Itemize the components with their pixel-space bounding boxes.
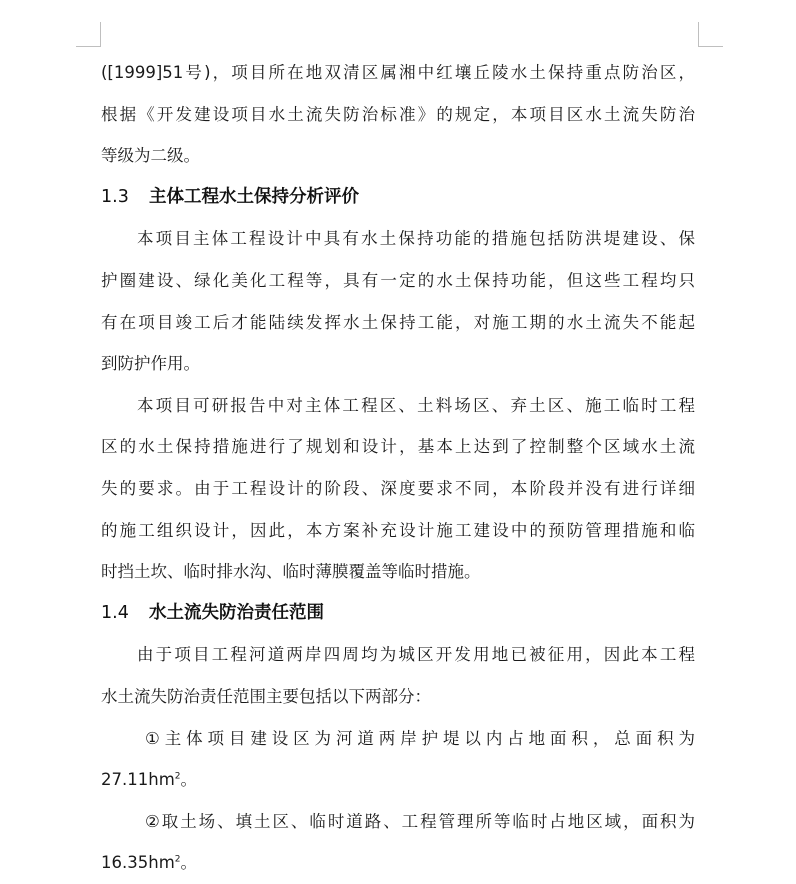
section-number: 1.4 [101, 602, 129, 623]
area-value: 27.11hm [101, 770, 175, 790]
section-heading-1-3 [101, 177, 695, 219]
text-line: 等级为二级。 [101, 146, 200, 166]
list-item-2: ②取土场、填土区、临时道路、工程管理所等临时占地区域，面积为 [145, 811, 695, 831]
crop-mark-top-right [698, 22, 723, 47]
list-item-2-area [101, 842, 695, 884]
area-value: 16.35hm [101, 853, 175, 873]
text-line: 的施工组织设计，因此，本方案补充设计施工建设中的预防管理措施和临 [101, 520, 695, 540]
text-line: 有在项目竣工后才能陆续发挥水土保持工能，对施工期的水土流失不能起 [101, 312, 695, 332]
section-heading-1-4 [101, 593, 695, 635]
sentence-end: 。 [180, 853, 198, 873]
section-title: 主体工程水土保持分析评价 [149, 186, 359, 207]
sentence-end: 。 [180, 770, 198, 790]
unit-superscript: 2 [174, 771, 181, 782]
document-body [101, 52, 695, 884]
text-line: 时挡土坎、临时排水沟、临时薄膜覆盖等临时措施。 [101, 562, 481, 582]
unit-superscript: 2 [174, 854, 181, 865]
list-item-1: ①主体项目建设区为河道两岸护堤以内占地面积，总面积为 [145, 728, 695, 748]
text-line: 区的水土保持措施进行了规划和设计，基本上达到了控制整个区域水土流 [101, 437, 695, 457]
crop-mark-top-left [76, 22, 101, 47]
text-line: 护圈建设、绿化美化工程等，具有一定的水土保持功能，但这些工程均只 [101, 270, 695, 290]
text-line: 本项目可研报告中对主体工程区、土料场区、弃土区、施工临时工程 [137, 395, 695, 415]
text-line: 水土流失防治责任范围主要包括以下两部分： [101, 686, 431, 706]
text-line: 失的要求。由于工程设计的阶段、深度要求不同，本阶段并没有进行详细 [101, 478, 695, 498]
text-line: 本项目主体工程设计中具有水土保持功能的措施包括防洪堤建设、保 [137, 229, 695, 249]
section-number: 1.3 [101, 186, 129, 207]
text-line: 由于项目工程河道两岸四周均为城区开发用地已被征用，因此本工程 [137, 645, 695, 665]
text-line: 根据《开发建设项目水土流失防治标准》的规定，本项目区水土流失防治 [101, 104, 695, 124]
list-item-1-area [101, 759, 695, 801]
text-line: ([1999]51号)，项目所在地双清区属湘中红壤丘陵水土保持重点防治区， [101, 63, 695, 82]
text-line: 到防护作用。 [101, 354, 200, 374]
section-title: 水土流失防治责任范围 [149, 602, 324, 623]
